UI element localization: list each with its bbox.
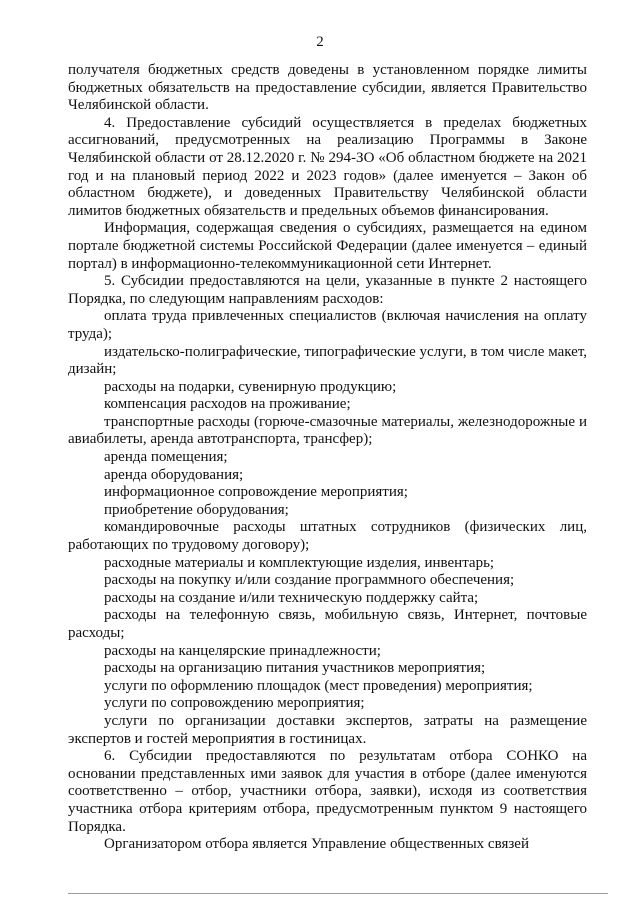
expense-item: приобретение оборудования; <box>104 501 289 518</box>
paragraph-item-6: 6. Субсидии предоставляются по результатам отбора СОНКО на основании представленных ими заявок для участия в отборе (далее именуются соответственно – отбор, участники отбора, заявки), исходя из соответствия участника отбора критериям отбора, предусмотренным пунктом 9 настоящего Порядка. <box>68 748 587 835</box>
expense-item: расходы на подарки, сувенирную продукцию; <box>104 378 397 395</box>
expense-item: командировочные расходы штатных сотрудников (физических лиц, работающих по трудовому договору); <box>68 519 587 554</box>
expense-item: транспортные расходы (горюче-смазочные материалы, железнодорожные и авиабилеты, аренда автотранспорта, трансфер); <box>68 413 587 448</box>
paragraph-item-4: 4. Предоставление субсидий осуществляется в пределах бюджетных ассигнований, предусмотренных на реализацию Программы в Законе Челябинской области от 28.12.2020 г. № 294-ЗО «Об областном бюджете на 2021 год и на плановый период 2022 и 2023 годов» (далее именуется – Закон об областном бюджете), и доведенных Правительству Челябинской области лимитов бюджетных обязательств и предельных объемов финансирования. <box>68 114 587 219</box>
paragraph-continuation: получателя бюджетных средств доведены в установленном порядке лимиты бюджетных обязательств на предоставление субсидии, является Правительство Челябинской области. <box>68 62 587 114</box>
expense-item: услуги по оформлению площадок (мест проведения) мероприятия; <box>104 677 533 694</box>
expense-item: информационное сопровождение мероприятия; <box>104 484 408 501</box>
expense-item: расходы на создание и/или техническую поддержку сайта; <box>104 589 479 606</box>
expense-item: расходы на канцелярские принадлежности; <box>104 642 381 659</box>
expense-item: расходные материалы и комплектующие изделия, инвентарь; <box>104 554 495 571</box>
expense-item: компенсация расходов на проживание; <box>104 396 351 413</box>
expense-item: аренда оборудования; <box>104 466 244 483</box>
expense-item: расходы на телефонную связь, мобильную связь, Интернет, почтовые расходы; <box>68 607 587 641</box>
document-body <box>68 62 587 854</box>
expense-item: аренда помещения; <box>104 449 228 466</box>
expense-item: оплата труда привлеченных специалистов (включая начисления на оплату труда); <box>68 308 587 342</box>
expense-item: услуги по сопровождению мероприятия; <box>104 695 365 712</box>
paragraph-item-5: 5. Субсидии предоставляются на цели, указанные в пункте 2 настоящего Порядка, по следующим направлениям расходов: <box>68 273 587 307</box>
expense-item: расходы на организацию питания участников мероприятия; <box>104 660 486 677</box>
footer-divider <box>68 893 608 894</box>
expense-item: услуги по организации доставки экспертов, затраты на размещение экспертов и гостей мероприятия в гостиницах. <box>68 712 587 747</box>
page-number: 2 <box>316 34 324 50</box>
paragraph-subsidy-info: Информация, содержащая сведения о субсидиях, размещается на едином портале бюджетной системы Российской Федерации (далее именуется – единый портал) в информационно-телекоммуникационной сети Интернет. <box>68 220 587 272</box>
expense-item: издательско-полиграфические, типографические услуги, в том числе макет, дизайн; <box>68 343 587 378</box>
expense-item: расходы на покупку и/или создание программного обеспечения; <box>104 572 515 589</box>
paragraph-organizer: Организатором отбора является Управление общественных связей <box>104 836 529 853</box>
